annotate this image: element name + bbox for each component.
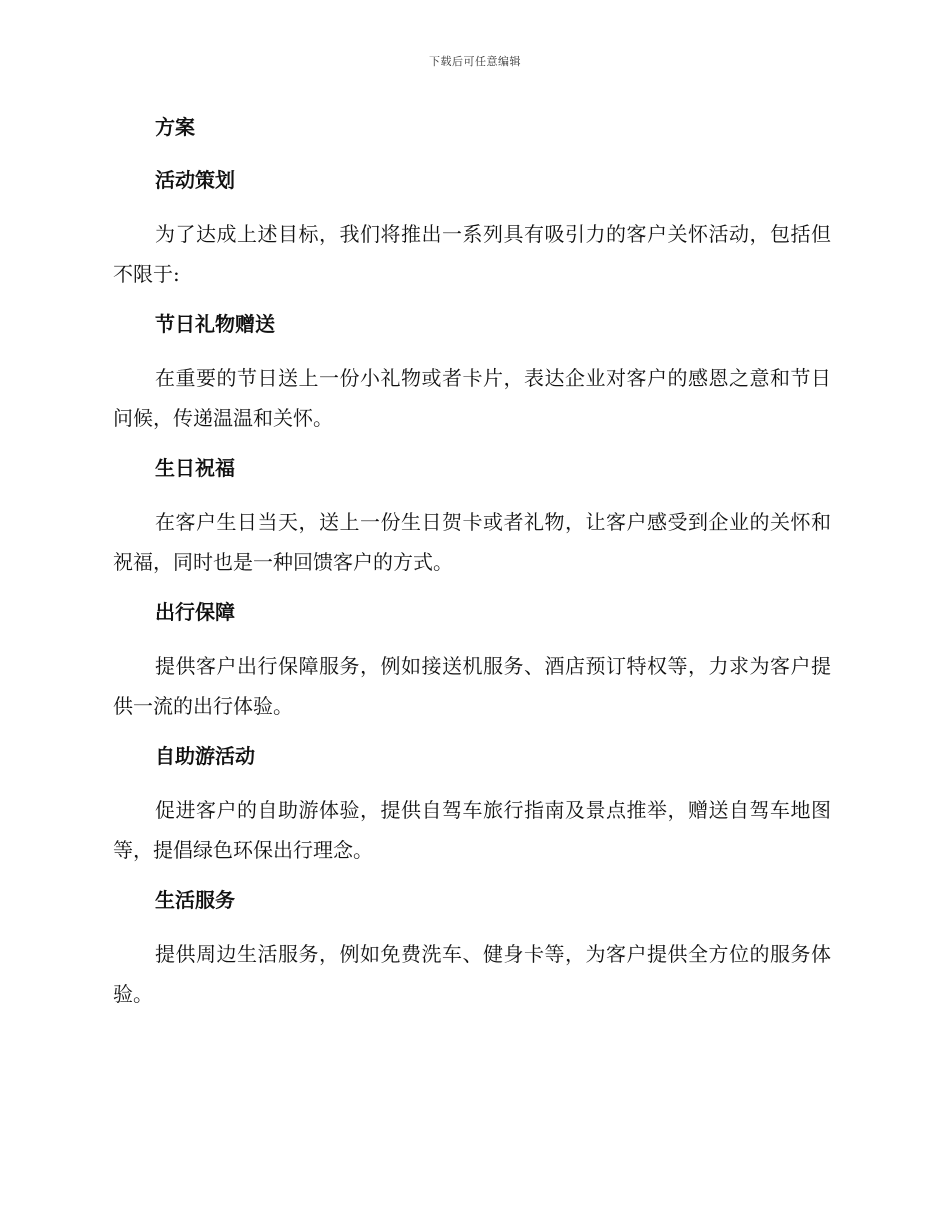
paragraph-travel: 提供客户出行保障服务，例如接送机服务、酒店预订特权等，力求为客户提供一流的出行体验。 <box>113 654 831 718</box>
paragraph-self-tour: 促进客户的自助游体验，提供自驾车旅行指南及景点推举，赠送自驾车地图等，提倡绿色环保出行理念。 <box>113 798 831 862</box>
section-heading-self-tour: 自助游活动 <box>155 744 255 768</box>
section-heading-life-services: 生活服务 <box>155 888 235 912</box>
paragraph-intro: 为了达成上述目标，我们将推出一系列具有吸引力的客户关怀活动，包括但不限于: <box>113 222 831 286</box>
page-header: 下载后可任意编辑 <box>429 55 521 68</box>
paragraph-birthday: 在客户生日当天，送上一份生日贺卡或者礼物，让客户感受到企业的关怀和祝福，同时也是一种回馈客户的方式。 <box>113 510 831 574</box>
section-heading-holiday-gifts: 节日礼物赠送 <box>155 312 275 336</box>
section-heading-activity-planning: 活动策划 <box>155 168 235 192</box>
section-heading-plan: 方案 <box>155 115 195 139</box>
document-body <box>113 110 831 1027</box>
section-heading-birthday: 生日祝福 <box>155 456 235 480</box>
section-heading-travel: 出行保障 <box>155 600 235 624</box>
paragraph-life-services: 提供周边生活服务，例如免费洗车、健身卡等，为客户提供全方位的服务体验。 <box>113 942 831 1006</box>
paragraph-holiday-gifts: 在重要的节日送上一份小礼物或者卡片，表达企业对客户的感恩之意和节日问候，传递温温和关怀。 <box>113 366 831 430</box>
